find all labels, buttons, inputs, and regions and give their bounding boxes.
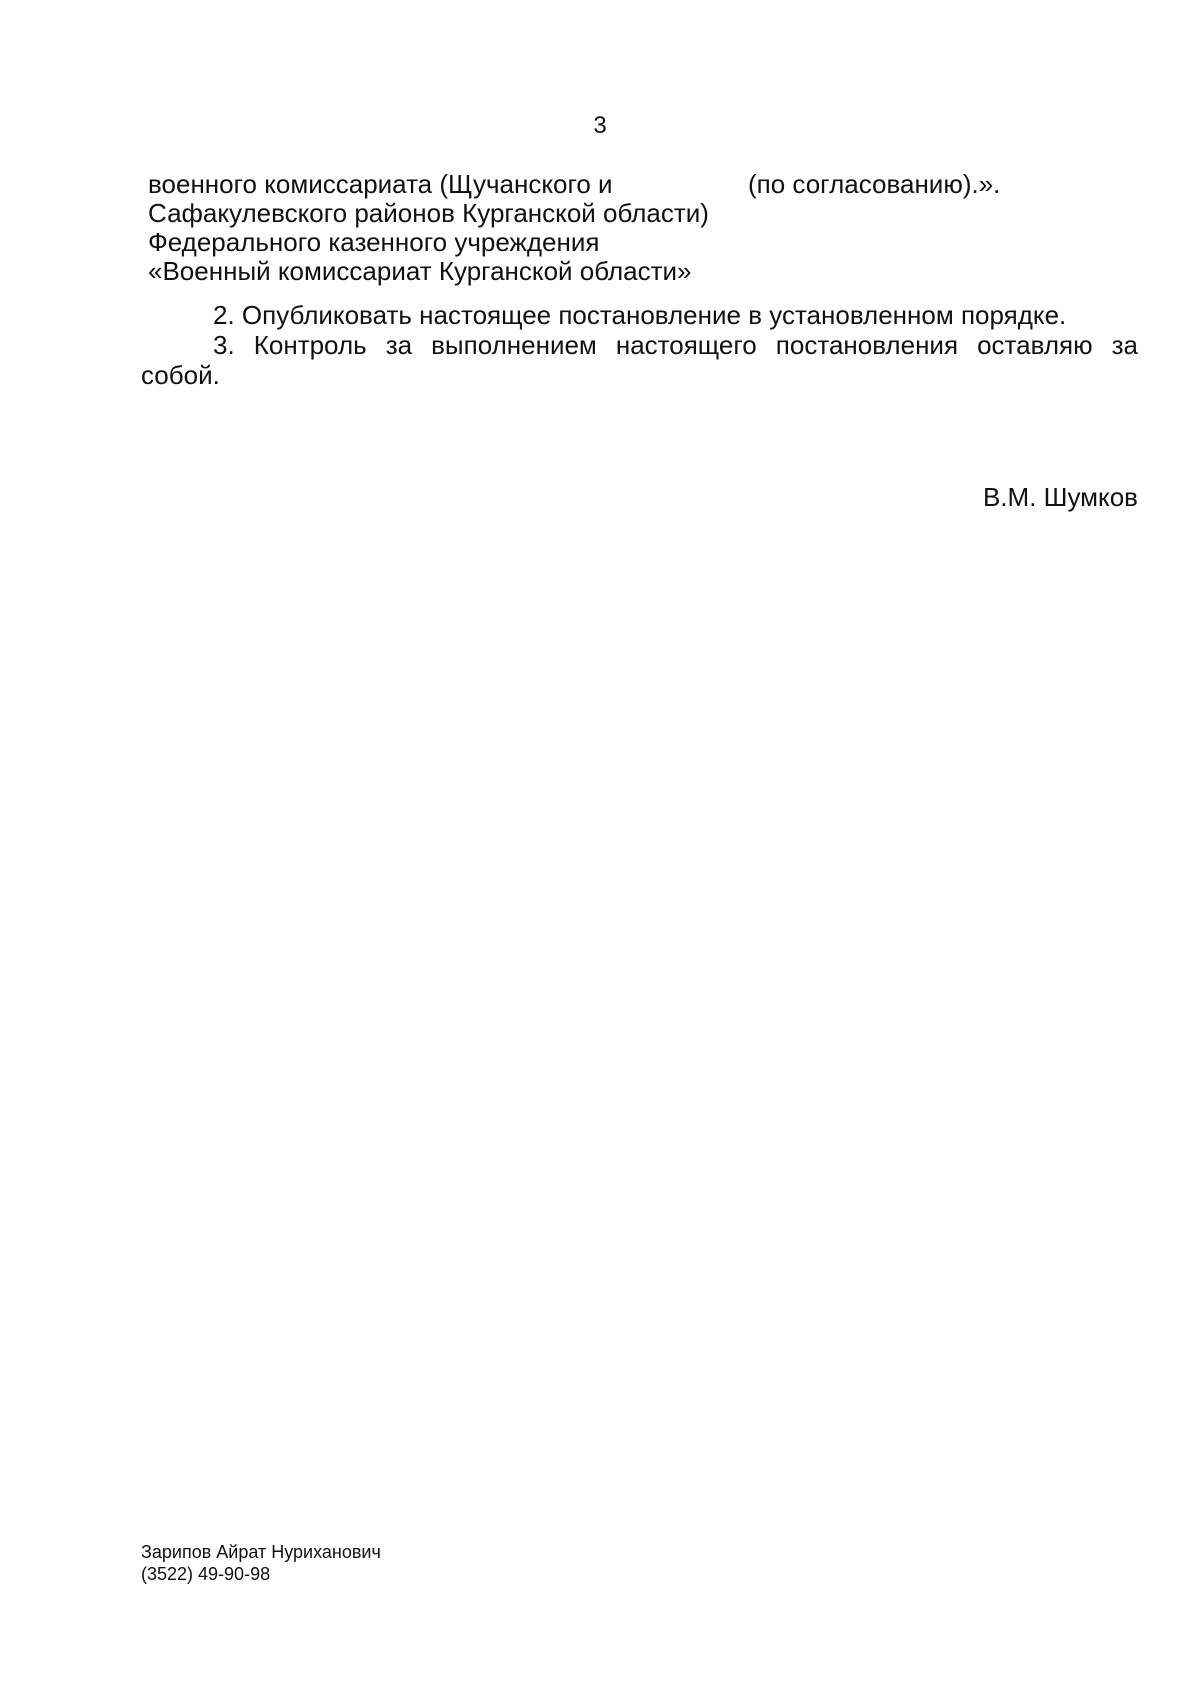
member-agreement-note: (по согласованию).».	[748, 169, 1001, 199]
executor-phone: (3522) 49-90-98	[141, 1564, 271, 1584]
executor-name: Зарипов Айрат Нуриханович	[141, 1542, 381, 1562]
executor-info	[141, 1541, 381, 1585]
member-position-line-2: Сафакулевского районов Курганской области)	[148, 198, 709, 228]
member-position	[148, 170, 748, 286]
clause-3: 3. Контроль за выполнением настоящего постановления оставляю за собой.	[141, 330, 1138, 390]
member-position-line-3: Федерального казенного учреждения	[148, 227, 600, 257]
member-position-line-4: «Военный комиссариат Курганской области»	[148, 256, 692, 286]
member-row	[148, 170, 1148, 286]
clause-2: 2. Опубликовать настоящее постановление в установленном порядке.	[213, 300, 1067, 330]
resolution-clauses	[141, 300, 1138, 390]
signatory-name: В.М. Шумков	[982, 482, 1138, 512]
committee-member-entry	[148, 170, 1148, 286]
member-position-line-1: военного комиссариата (Щучанского и	[148, 169, 613, 199]
page-number: 3	[593, 112, 607, 139]
